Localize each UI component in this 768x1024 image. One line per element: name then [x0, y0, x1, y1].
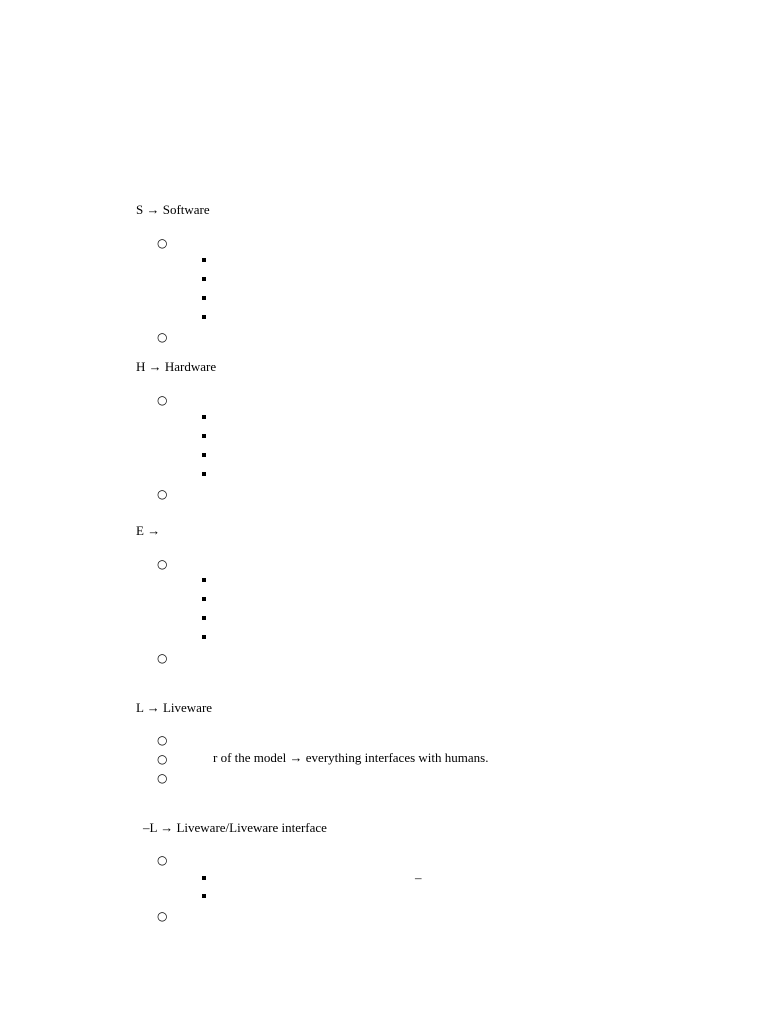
heading-liveware: L → Liveware — [136, 700, 213, 715]
circle-bullet: ○ — [157, 909, 168, 923]
circle-bullet: ○ — [157, 557, 168, 571]
heading-liveware-liveware: –L → Liveware/Liveware interface — [143, 820, 327, 835]
circle-bullet: ○ — [157, 236, 168, 250]
square-bullet — [202, 453, 206, 457]
square-bullet — [202, 434, 206, 438]
square-bullet — [202, 277, 206, 281]
square-bullet — [202, 415, 206, 419]
square-bullet — [202, 894, 206, 898]
square-bullet — [202, 876, 206, 880]
circle-bullet: ○ — [157, 487, 168, 501]
square-bullet — [202, 597, 206, 601]
circle-bullet: ○ — [157, 752, 168, 766]
liveware-text-fragment: r of the model → everything interfaces with humans. — [213, 750, 489, 765]
circle-bullet: ○ — [157, 853, 168, 867]
circle-bullet: ○ — [157, 733, 168, 747]
square-bullet — [202, 472, 206, 476]
heading-environment: E → — [136, 523, 161, 538]
circle-bullet: ○ — [157, 651, 168, 665]
heading-software: S → Software — [136, 202, 210, 217]
square-bullet — [202, 315, 206, 319]
circle-bullet: ○ — [157, 330, 168, 344]
circle-bullet: ○ — [157, 393, 168, 407]
square-bullet — [202, 616, 206, 620]
square-bullet — [202, 578, 206, 582]
square-bullet — [202, 258, 206, 262]
dash-fragment: – — [415, 870, 422, 885]
square-bullet — [202, 635, 206, 639]
square-bullet — [202, 296, 206, 300]
circle-bullet: ○ — [157, 771, 168, 785]
heading-hardware: H → Hardware — [136, 359, 217, 374]
